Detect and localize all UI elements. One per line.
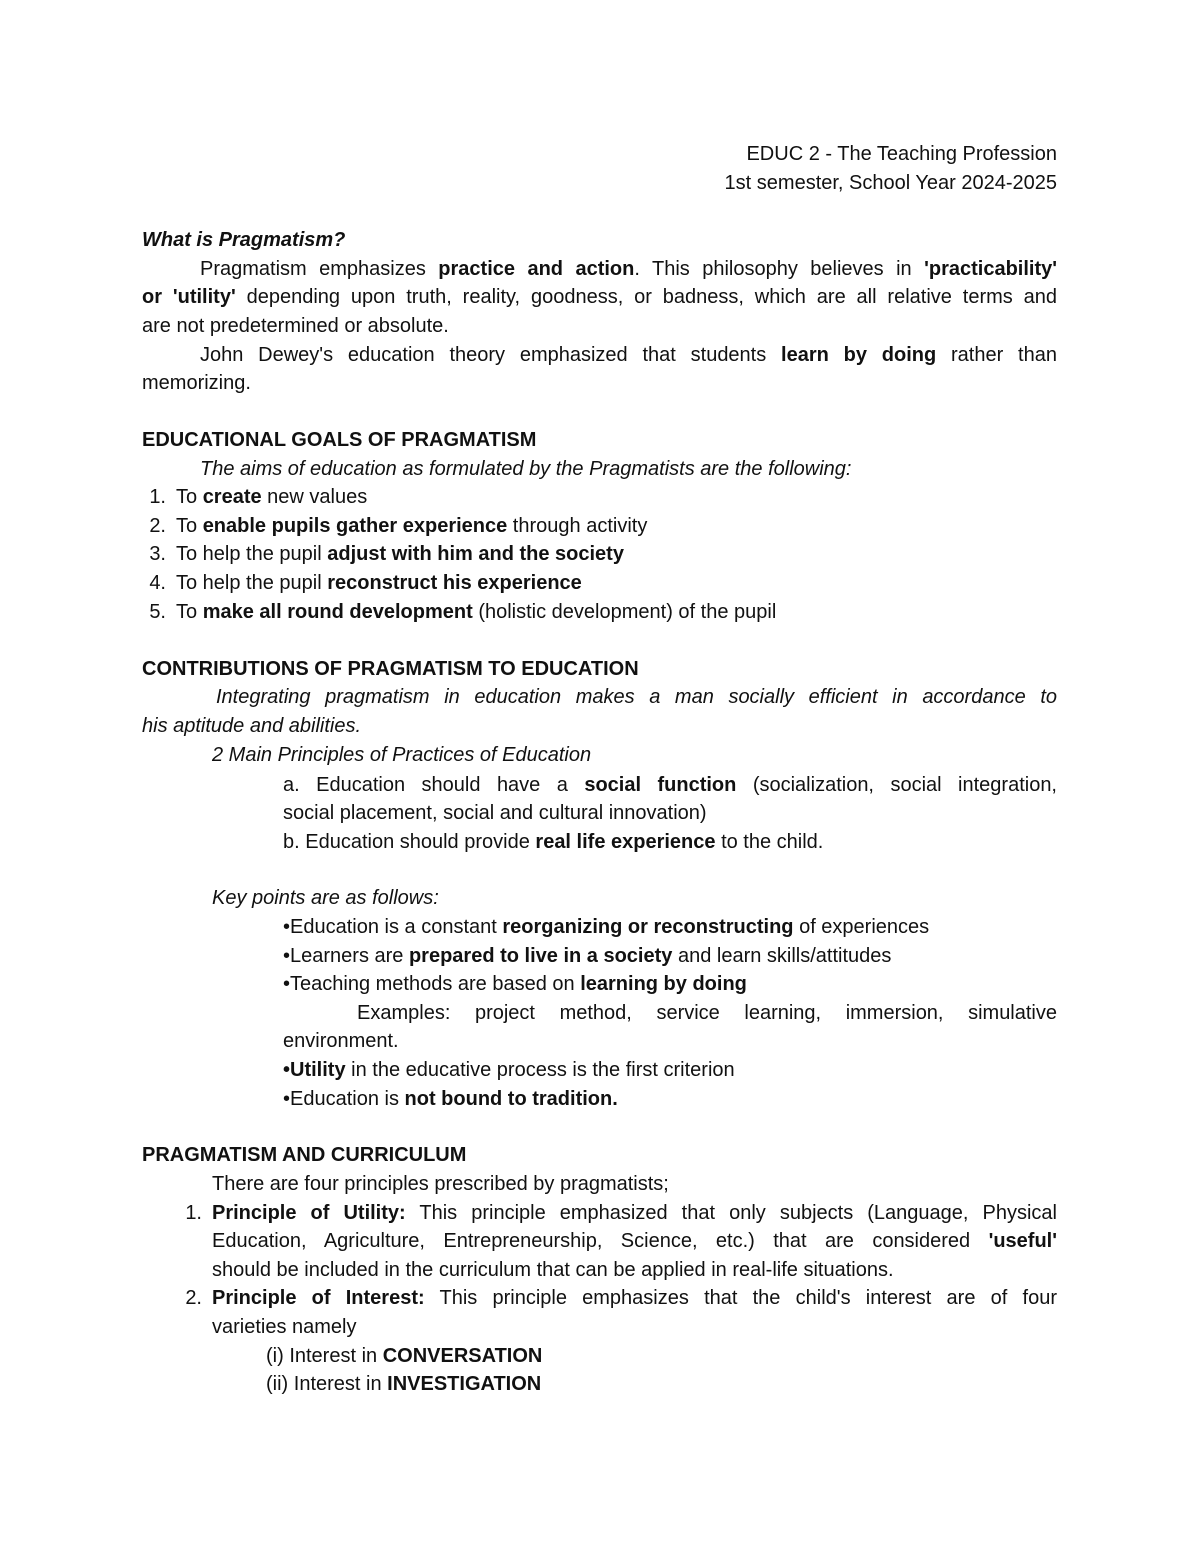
interest-item: (ii) Interest in INVESTIGATION (266, 1373, 542, 1395)
section-heading-curriculum: PRAGMATISM AND CURRICULUM (142, 1144, 467, 1166)
section-heading-contributions: CONTRIBUTIONS OF PRAGMATISM TO EDUCATION (142, 658, 639, 680)
principle-b: b. Education should provide real life experience to the child. (283, 831, 824, 853)
goals-list-item: 5. To make all round development (holistic development) of the pupil (149, 601, 777, 623)
key-point: •Utility in the educative process is the first criterion (283, 1059, 735, 1081)
principle-interest-line-1: Principle of Interest: This principle emphasizes that the child's interest are of four (212, 1287, 1057, 1309)
term-line: 1st semester, School Year 2024-2025 (724, 172, 1057, 194)
curriculum-intro: There are four principles prescribed by pragmatists; (212, 1173, 669, 1195)
examples-line-2: environment. (283, 1030, 399, 1052)
section-heading-goals: EDUCATIONAL GOALS OF PRAGMATISM (142, 429, 537, 451)
goals-list-item: 4. To help the pupil reconstruct his experience (149, 572, 582, 594)
contributions-intro-line-1: Integrating pragmatism in education makes a man socially efficient in accordance to (216, 686, 1057, 708)
intro-paragraph-line-1: Pragmatism emphasizes practice and action. This philosophy believes in 'practicability' (200, 258, 1057, 280)
examples-line-1: Examples: project method, service learning, immersion, simulative (357, 1002, 1057, 1024)
goals-list-item: 1. To create new values (149, 486, 368, 508)
interest-item: (i) Interest in CONVERSATION (266, 1345, 543, 1367)
intro-paragraph-line-2: or 'utility' depending upon truth, reality, goodness, or badness, which are all relative terms and (142, 286, 1058, 308)
dewey-paragraph-line-2: memorizing. (142, 372, 251, 394)
goals-intro: The aims of education as formulated by the Pragmatists are the following: (200, 458, 852, 480)
key-point: •Education is a constant reorganizing or reconstructing of experiences (283, 916, 930, 938)
goals-list-item: 3. To help the pupil adjust with him and the society (149, 543, 624, 565)
principle-a-line-1: a. Education should have a social function (socialization, social integration, (283, 774, 1057, 796)
dewey-paragraph-line-1: John Dewey's education theory emphasized that students learn by doing rather than (200, 344, 1057, 366)
principle-interest-line-2: varieties namely (212, 1316, 357, 1338)
section-heading-what-is-pragmatism: What is Pragmatism? (142, 229, 346, 251)
principle-utility-line-2: Education, Agriculture, Entrepreneurship, Science, etc.) that are considered 'useful' (212, 1230, 1057, 1252)
contributions-intro-line-2: his aptitude and abilities. (142, 715, 362, 737)
list-number: 1. (185, 1202, 202, 1224)
principle-a-line-2: social placement, social and cultural innovation) (283, 802, 707, 824)
principle-utility-line-3: should be included in the curriculum that can be applied in real-life situations. (212, 1259, 894, 1281)
list-number: 2. (185, 1287, 202, 1309)
principles-title: 2 Main Principles of Practices of Education (212, 744, 592, 766)
key-point: •Teaching methods are based on learning by doing (283, 973, 747, 995)
course-title: EDUC 2 - The Teaching Profession (746, 143, 1057, 165)
intro-paragraph-line-3: are not predetermined or absolute. (142, 315, 449, 337)
principle-utility-line-1: Principle of Utility: This principle emphasized that only subjects (Language, Physical (212, 1202, 1057, 1224)
key-point: •Learners are prepared to live in a society and learn skills/attitudes (283, 945, 892, 967)
key-point: •Education is not bound to tradition. (283, 1088, 618, 1110)
key-points-title: Key points are as follows: (212, 887, 439, 909)
goals-list-item: 2. To enable pupils gather experience through activity (149, 515, 648, 537)
